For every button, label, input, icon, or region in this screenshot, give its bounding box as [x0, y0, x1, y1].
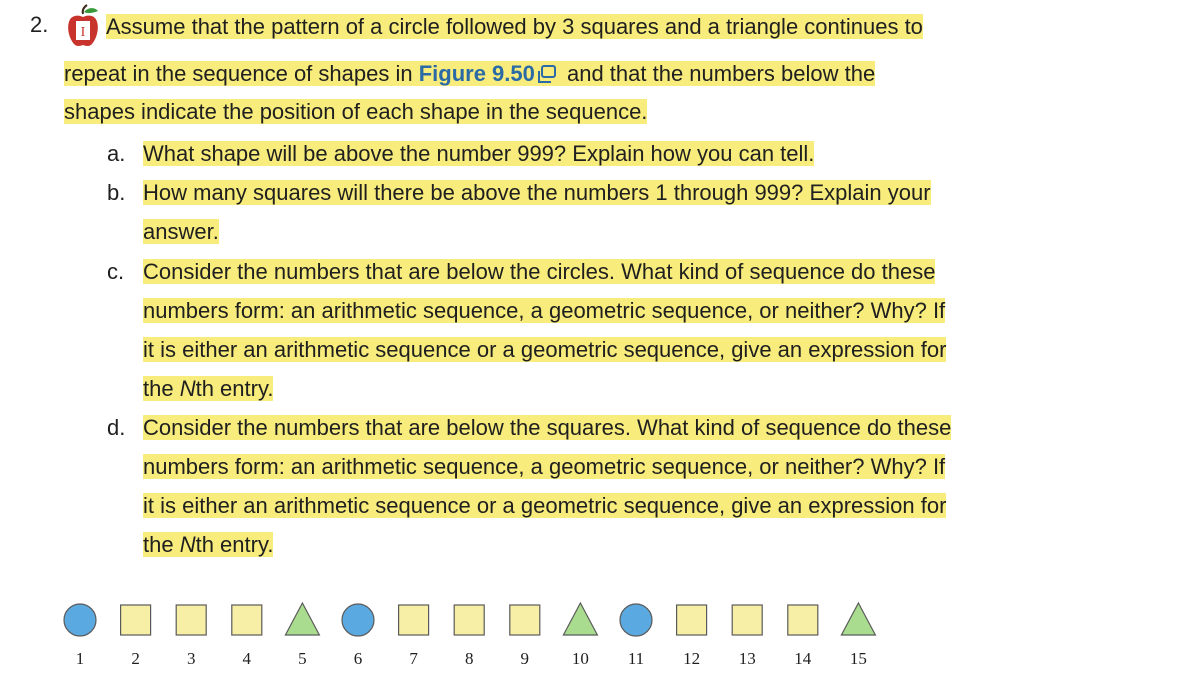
circle-shape	[342, 604, 374, 636]
square-shape	[677, 605, 707, 635]
square-shape	[732, 605, 762, 635]
intro-line-3: shapes indicate the position of each shape in the sequence.	[64, 99, 648, 124]
part-text-line: Consider the numbers that are below the circles. What kind of sequence do these	[143, 259, 936, 284]
part-text-line: answer.	[143, 219, 219, 244]
square-shape	[121, 605, 151, 635]
position-number: 6	[353, 649, 363, 668]
intro-line-2: repeat in the sequence of shapes in Figure 9.50 and that the numbers below the	[64, 61, 876, 86]
part-letter: d.	[107, 415, 126, 440]
part-letter: c.	[107, 259, 125, 284]
square-shape	[399, 605, 429, 635]
part-text-line: numbers form: an arithmetic sequence, a geometric sequence, or neither? Why? If	[143, 298, 946, 323]
position-number: 10	[571, 649, 589, 668]
circle-shape	[64, 604, 96, 636]
position-number: 12	[683, 649, 701, 668]
external-link-icon[interactable]	[537, 64, 557, 84]
shape-sequence-figure	[0, 590, 1200, 680]
position-number: 8	[464, 649, 474, 668]
part-text-line: What shape will be above the number 999? Explain how you can tell.	[143, 141, 815, 166]
square-shape	[788, 605, 818, 635]
part-text-line: the Nth entry.	[143, 532, 274, 557]
position-number: 2	[131, 649, 140, 668]
part-text-line: it is either an arithmetic sequence or a geometric sequence, give an expression for	[143, 493, 947, 518]
part-text-line: Consider the numbers that are below the squares. What kind of sequence do these	[143, 415, 952, 440]
part-text-line: numbers form: an arithmetic sequence, a geometric sequence, or neither? Why? If	[143, 454, 946, 479]
position-number: 7	[409, 649, 418, 668]
position-number: 13	[738, 649, 756, 668]
intro-line-1: Assume that the pattern of a circle followed by 3 squares and a triangle continues to	[106, 14, 923, 39]
circle-shape	[620, 604, 652, 636]
part-text-line: it is either an arithmetic sequence or a geometric sequence, give an expression for	[143, 337, 947, 362]
svg-text:I: I	[80, 25, 86, 40]
figure-link[interactable]: Figure 9.50	[418, 61, 535, 86]
position-number: 11	[627, 649, 645, 668]
apple-icon	[64, 4, 102, 48]
triangle-shape	[285, 603, 319, 635]
position-number: 3	[186, 649, 196, 668]
triangle-shape	[841, 603, 875, 635]
position-number: 14	[794, 649, 812, 668]
square-shape	[176, 605, 206, 635]
part-text-line: the Nth entry.	[143, 376, 274, 401]
position-number: 15	[849, 649, 867, 668]
position-number: 5	[298, 649, 307, 668]
square-shape	[510, 605, 540, 635]
square-shape	[232, 605, 262, 635]
part-text-line: How many squares will there be above the numbers 1 through 999? Explain your	[143, 180, 931, 205]
position-number: 9	[520, 649, 530, 668]
position-number: 1	[75, 649, 85, 668]
problem-number: 2.	[30, 12, 49, 37]
triangle-shape	[563, 603, 597, 635]
position-number: 4	[242, 649, 252, 668]
square-shape	[454, 605, 484, 635]
part-letter: a.	[107, 141, 126, 166]
part-letter: b.	[107, 180, 126, 205]
